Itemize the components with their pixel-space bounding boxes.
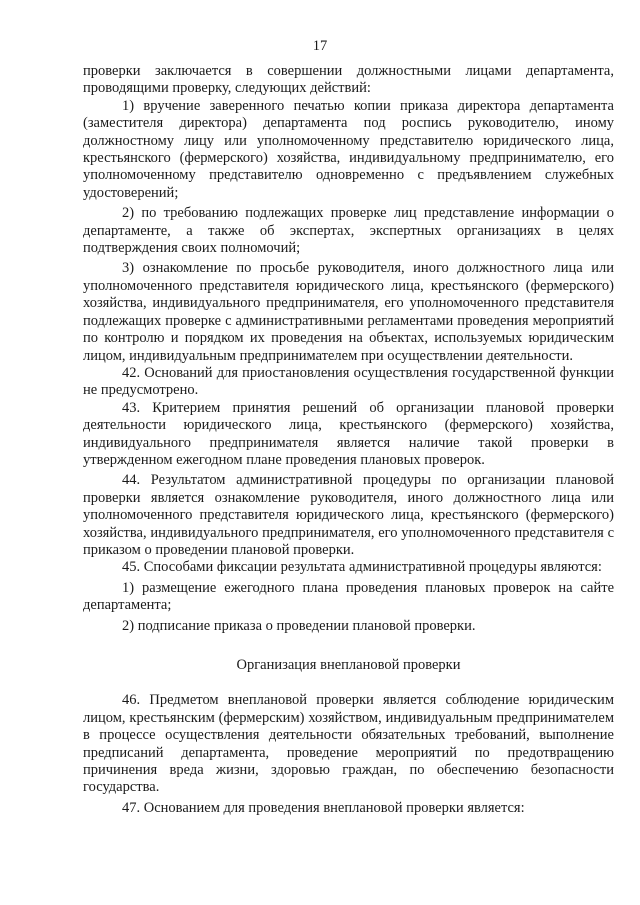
paragraph-46: 46. Предметом внеплановой проверки является соблюдение юридическим лицом, крестьянским (фермерским) хозяйством, индивидуальным предпринимателем в процессе осуществления деятельности обязательных требований, выполнение предписаний департамента, проведение мероприятий по предотвращению причинения вреда жизни, здоровью граждан, по обеспечению безопасности государства. <box>83 692 614 796</box>
paragraph-item-1: 1) вручение заверенного печатью копии приказа директора департамента (заместителя директора) департамента под роспись руководителю, иному должностному лицу или уполномоченному представителю юридического лица, крестьянского (фермерского) хозяйства, индивидуальному предпринимателю, его уполномоченному представителю одновременно с предъявлением служебных удостоверений; <box>83 97 614 201</box>
document-body <box>83 63 614 817</box>
paragraph-44: 44. Результатом административной процедуры по организации плановой проверки является ознакомление руководителя, иного должностного лица или уполномоченного представителя юридического лица, крестьянского (фермерского) хозяйства, индивидуального предпринимателя, его уполномоченного представителя с приказом о проведении плановой проверки. <box>83 472 614 558</box>
paragraph-42: 42. Оснований для приостановления осуществления государственной функции не предусмотрено. <box>83 364 614 399</box>
paragraph-43: 43. Критерием принятия решений об организации плановой проверки деятельности юридического лица, крестьянского (фермерского) хозяйства, индивидуального предпринимателя является наличие такой проверки в утвержденном ежегодном плане проведения плановых проверок. <box>83 399 614 468</box>
paragraph-item-2: 2) по требованию подлежащих проверке лиц представление информации о департаменте, а также об экспертах, экспертных организациях в целях подтверждения своих полномочий; <box>83 205 614 257</box>
paragraph-item-3: 3) ознакомление по просьбе руководителя, иного должностного лица или уполномоченного представителя юридического лица, крестьянского (фермерского) хозяйства, индивидуального предпринимателя, его уполномоченного представителя подлежащих проверке с административными регламентами проведения мероприятий по контролю и порядком их проведения на объектах, используемых юридическим лицом, индивидуальным предпринимателем при осуществлении деятельности. <box>83 260 614 364</box>
paragraph-45-item-2: 2) подписание приказа о проведении плановой проверки. <box>122 617 476 634</box>
page-number: 17 <box>312 38 328 54</box>
paragraph-47: 47. Основанием для проведения внеплановой проверки является: <box>122 799 525 816</box>
paragraph-45-item-1: 1) размещение ежегодного плана проведения плановых проверок на сайте департамента; <box>83 579 614 614</box>
paragraph-intro: проверки заключается в совершении должностными лицами департамента, проводящими проверку, следующих действий: <box>83 63 614 97</box>
paragraph-45: 45. Способами фиксации результата административной процедуры являются: <box>122 559 602 576</box>
section-title: Организация внеплановой проверки <box>236 657 461 673</box>
